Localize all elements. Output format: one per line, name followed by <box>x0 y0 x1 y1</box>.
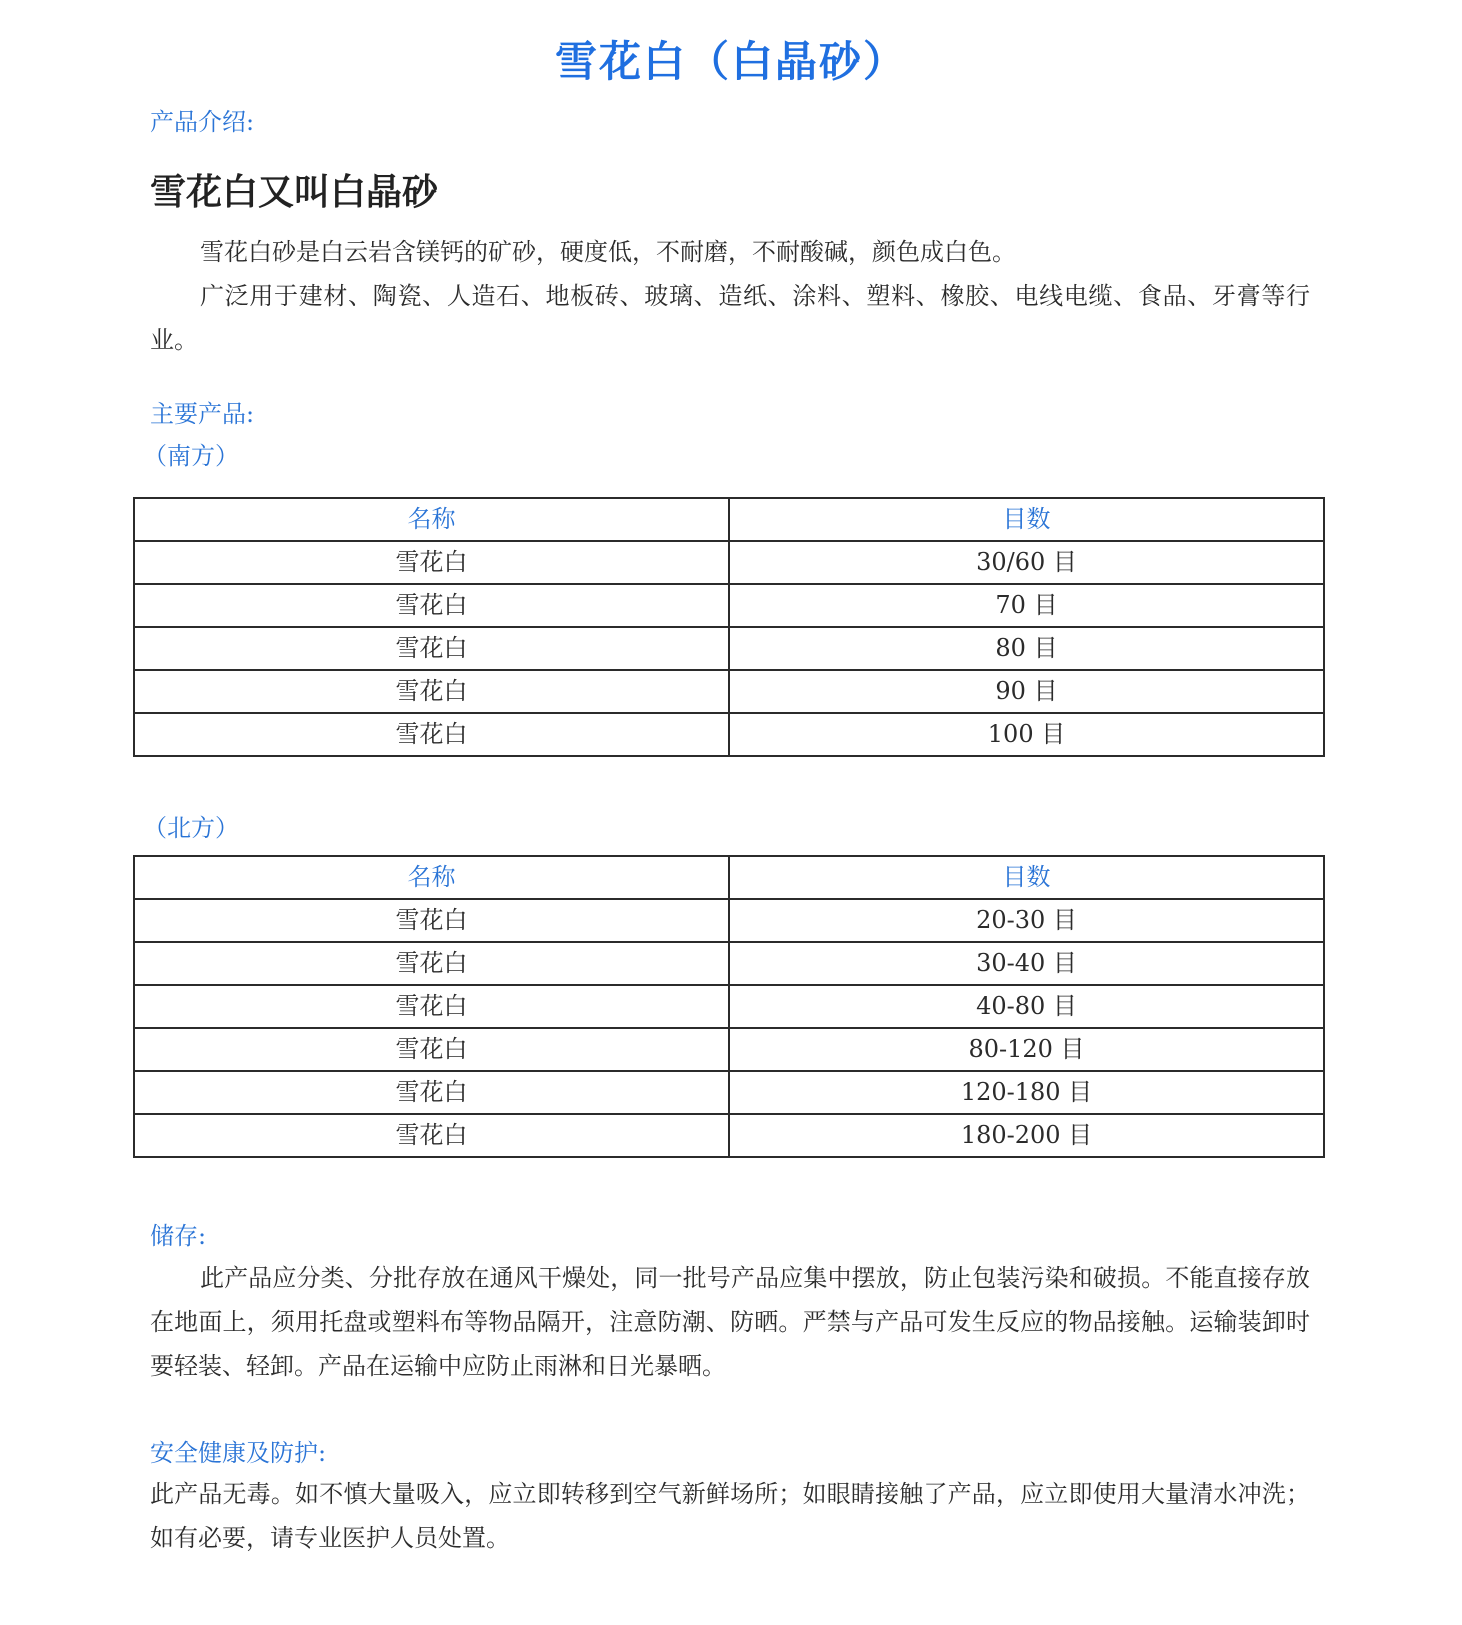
cell-mesh: 30/60 目 <box>729 541 1324 584</box>
safety-label: 安全健康及防护: <box>150 1439 327 1467</box>
cell-mesh: 80-120 目 <box>729 1028 1324 1071</box>
intro-paragraph-2: 广泛用于建材、陶瓷、人造石、地板砖、玻璃、造纸、涂料、塑料、橡胶、电线电缆、食品、牙膏等行业。 <box>150 282 1310 354</box>
cell-name: 雪花白 <box>134 1071 729 1114</box>
table-row <box>134 985 1324 1028</box>
cell-mesh: 90 目 <box>729 670 1324 713</box>
table-row <box>134 942 1324 985</box>
table-row <box>134 713 1324 756</box>
cell-mesh: 20-30 目 <box>729 899 1324 942</box>
cell-name: 雪花白 <box>134 670 729 713</box>
cell-mesh: 80 目 <box>729 627 1324 670</box>
storage-label: 储存: <box>150 1222 207 1250</box>
south-label: （南方） <box>143 442 239 470</box>
header-mesh: 目数 <box>729 856 1324 899</box>
cell-name: 雪花白 <box>134 541 729 584</box>
intro-heading: 雪花白又叫白晶砂 <box>150 172 439 213</box>
cell-name: 雪花白 <box>134 584 729 627</box>
table-row <box>134 541 1324 584</box>
table-row <box>134 584 1324 627</box>
north-label: （北方） <box>143 814 239 842</box>
table-row <box>134 1071 1324 1114</box>
south-table <box>133 497 1325 757</box>
table-header-row <box>134 498 1324 541</box>
table-row <box>134 670 1324 713</box>
cell-mesh: 180-200 目 <box>729 1114 1324 1157</box>
cell-name: 雪花白 <box>134 627 729 670</box>
cell-name: 雪花白 <box>134 942 729 985</box>
cell-name: 雪花白 <box>134 1114 729 1157</box>
storage-text <box>150 1256 1310 1388</box>
intro-label: 产品介绍: <box>150 108 255 136</box>
intro-text <box>150 230 1310 362</box>
table-row <box>134 899 1324 942</box>
header-name: 名称 <box>134 498 729 541</box>
header-name: 名称 <box>134 856 729 899</box>
north-table <box>133 855 1325 1158</box>
cell-name: 雪花白 <box>134 713 729 756</box>
cell-mesh: 120-180 目 <box>729 1071 1324 1114</box>
safety-text <box>150 1472 1310 1560</box>
table-row <box>134 1028 1324 1071</box>
intro-paragraph-1: 雪花白砂是白云岩含镁钙的矿砂，硬度低，不耐磨，不耐酸碱，颜色成白色。 <box>200 238 1016 266</box>
table-row <box>134 627 1324 670</box>
cell-mesh: 70 目 <box>729 584 1324 627</box>
cell-mesh: 30-40 目 <box>729 942 1324 985</box>
cell-mesh: 100 目 <box>729 713 1324 756</box>
table-header-row <box>134 856 1324 899</box>
page-title: 雪花白（白晶砂） <box>554 37 907 86</box>
products-label: 主要产品: <box>150 400 255 428</box>
cell-mesh: 40-80 目 <box>729 985 1324 1028</box>
cell-name: 雪花白 <box>134 899 729 942</box>
cell-name: 雪花白 <box>134 1028 729 1071</box>
cell-name: 雪花白 <box>134 985 729 1028</box>
safety-paragraph: 此产品无毒。如不慎大量吸入，应立即转移到空气新鲜场所；如眼睛接触了产品，应立即使用大量清水冲洗；如有必要，请专业医护人员处置。 <box>150 1480 1310 1552</box>
header-mesh: 目数 <box>729 498 1324 541</box>
table-row <box>134 1114 1324 1157</box>
storage-paragraph: 此产品应分类、分批存放在通风干燥处，同一批号产品应集中摆放，防止包装污染和破损。不能直接存放在地面上，须用托盘或塑料布等物品隔开，注意防潮、防晒。严禁与产品可发生反应的物品接触。运输装卸时要轻装、轻卸。产品在运输中应防止雨淋和日光暴晒。 <box>150 1264 1310 1380</box>
